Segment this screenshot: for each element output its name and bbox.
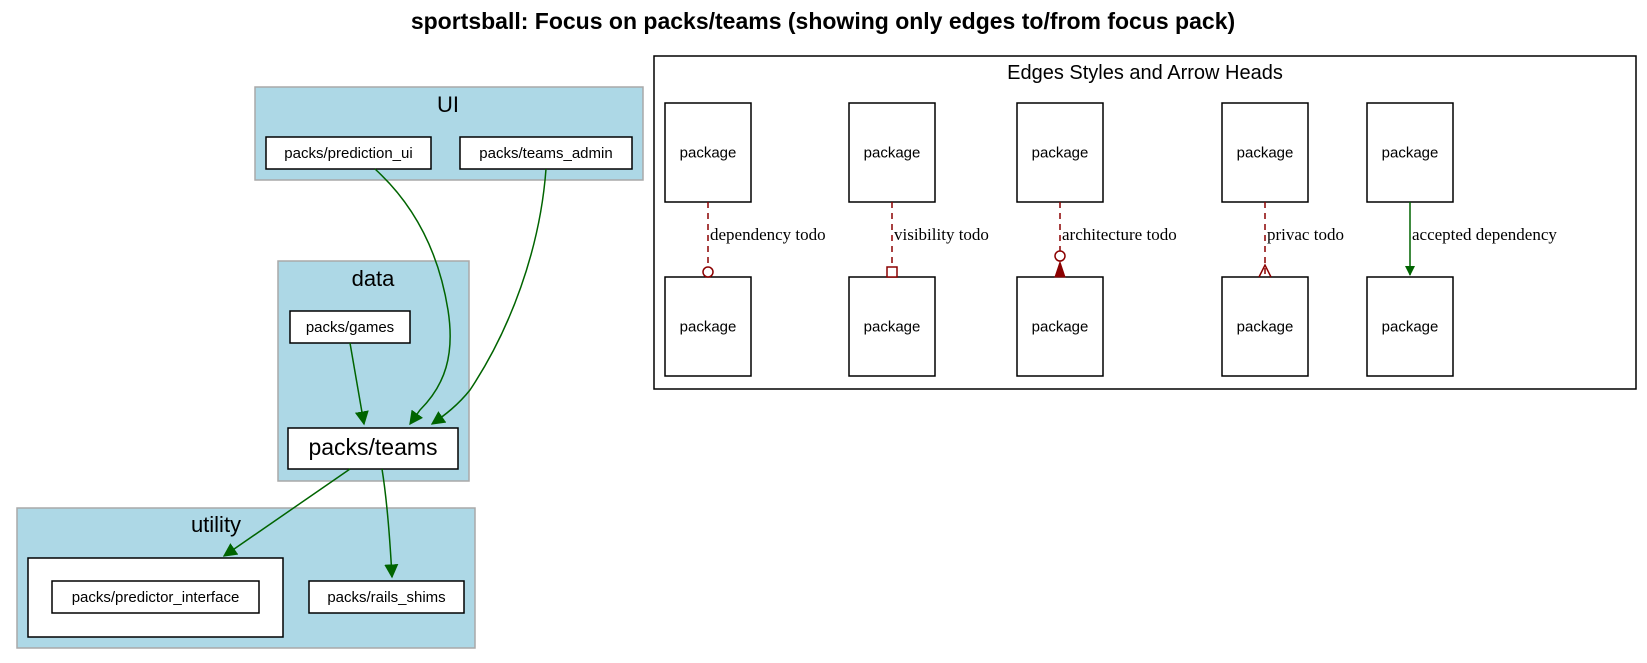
legend-package-label: package [1381,144,1439,162]
cluster-utility-label: utility [190,512,242,537]
legend-package-label: package [1236,318,1294,336]
node-prediction-ui[interactable] [266,137,431,169]
legend-package-label: package [1236,144,1294,162]
legend-package-label: package [679,318,737,336]
diagram-title: sportsball: Focus on packs/teams (showing only edges to/from focus pack) [410,8,1236,34]
legend-edge-label: privac todo [1267,225,1344,244]
node-rails-shims[interactable] [309,581,464,613]
node-teams-focus[interactable] [288,428,458,469]
legend-package-label: package [1031,318,1089,336]
cluster-ui [255,87,643,180]
node-predictor-interface[interactable] [52,581,259,613]
legend-package-label: package [863,144,921,162]
legend-head-odot [703,267,713,277]
legend-edge-label: visibility todo [894,225,989,244]
legend-package-node [665,103,751,202]
legend-package-node [1367,277,1453,376]
legend-edge-label: dependency todo [710,225,826,244]
legend-package-node [1222,277,1308,376]
legend-package-label: package [679,144,737,162]
node-games[interactable] [290,311,410,343]
legend-title: Edges Styles and Arrow Heads [1007,62,1283,84]
legend-edge-label: accepted dependency [1412,225,1557,244]
legend-package-node [1017,103,1103,202]
cluster-utility [17,508,475,648]
node-games-label: packs/games [305,319,395,336]
cluster-data-label: data [351,266,395,291]
node-predictor-interface-label: packs/predictor_interface [71,589,240,606]
legend-package-label: package [1381,318,1439,336]
cluster-data [278,261,469,481]
legend-package-label: package [1031,144,1089,162]
node-teams-admin[interactable] [460,137,632,169]
legend-package-label: package [863,318,921,336]
legend-edge-label: architecture todo [1062,225,1177,244]
legend-head-circle [1055,251,1065,261]
node-rails-shims-label: packs/rails_shims [327,589,446,606]
node-teams-admin-label: packs/teams_admin [479,145,613,162]
legend-package-node [665,277,751,376]
legend-package-node [849,277,935,376]
node-prediction-ui-label: packs/prediction_ui [284,145,413,162]
legend-package-node [1367,103,1453,202]
legend-frame [654,56,1636,389]
legend-package-node [1222,103,1308,202]
node-teams-focus-label: packs/teams [308,434,438,460]
legend-head-obox [887,267,897,277]
legend-package-node [849,103,935,202]
cluster-ui-label: UI [437,92,459,117]
legend-package-node [1017,277,1103,376]
legend [654,56,1636,389]
